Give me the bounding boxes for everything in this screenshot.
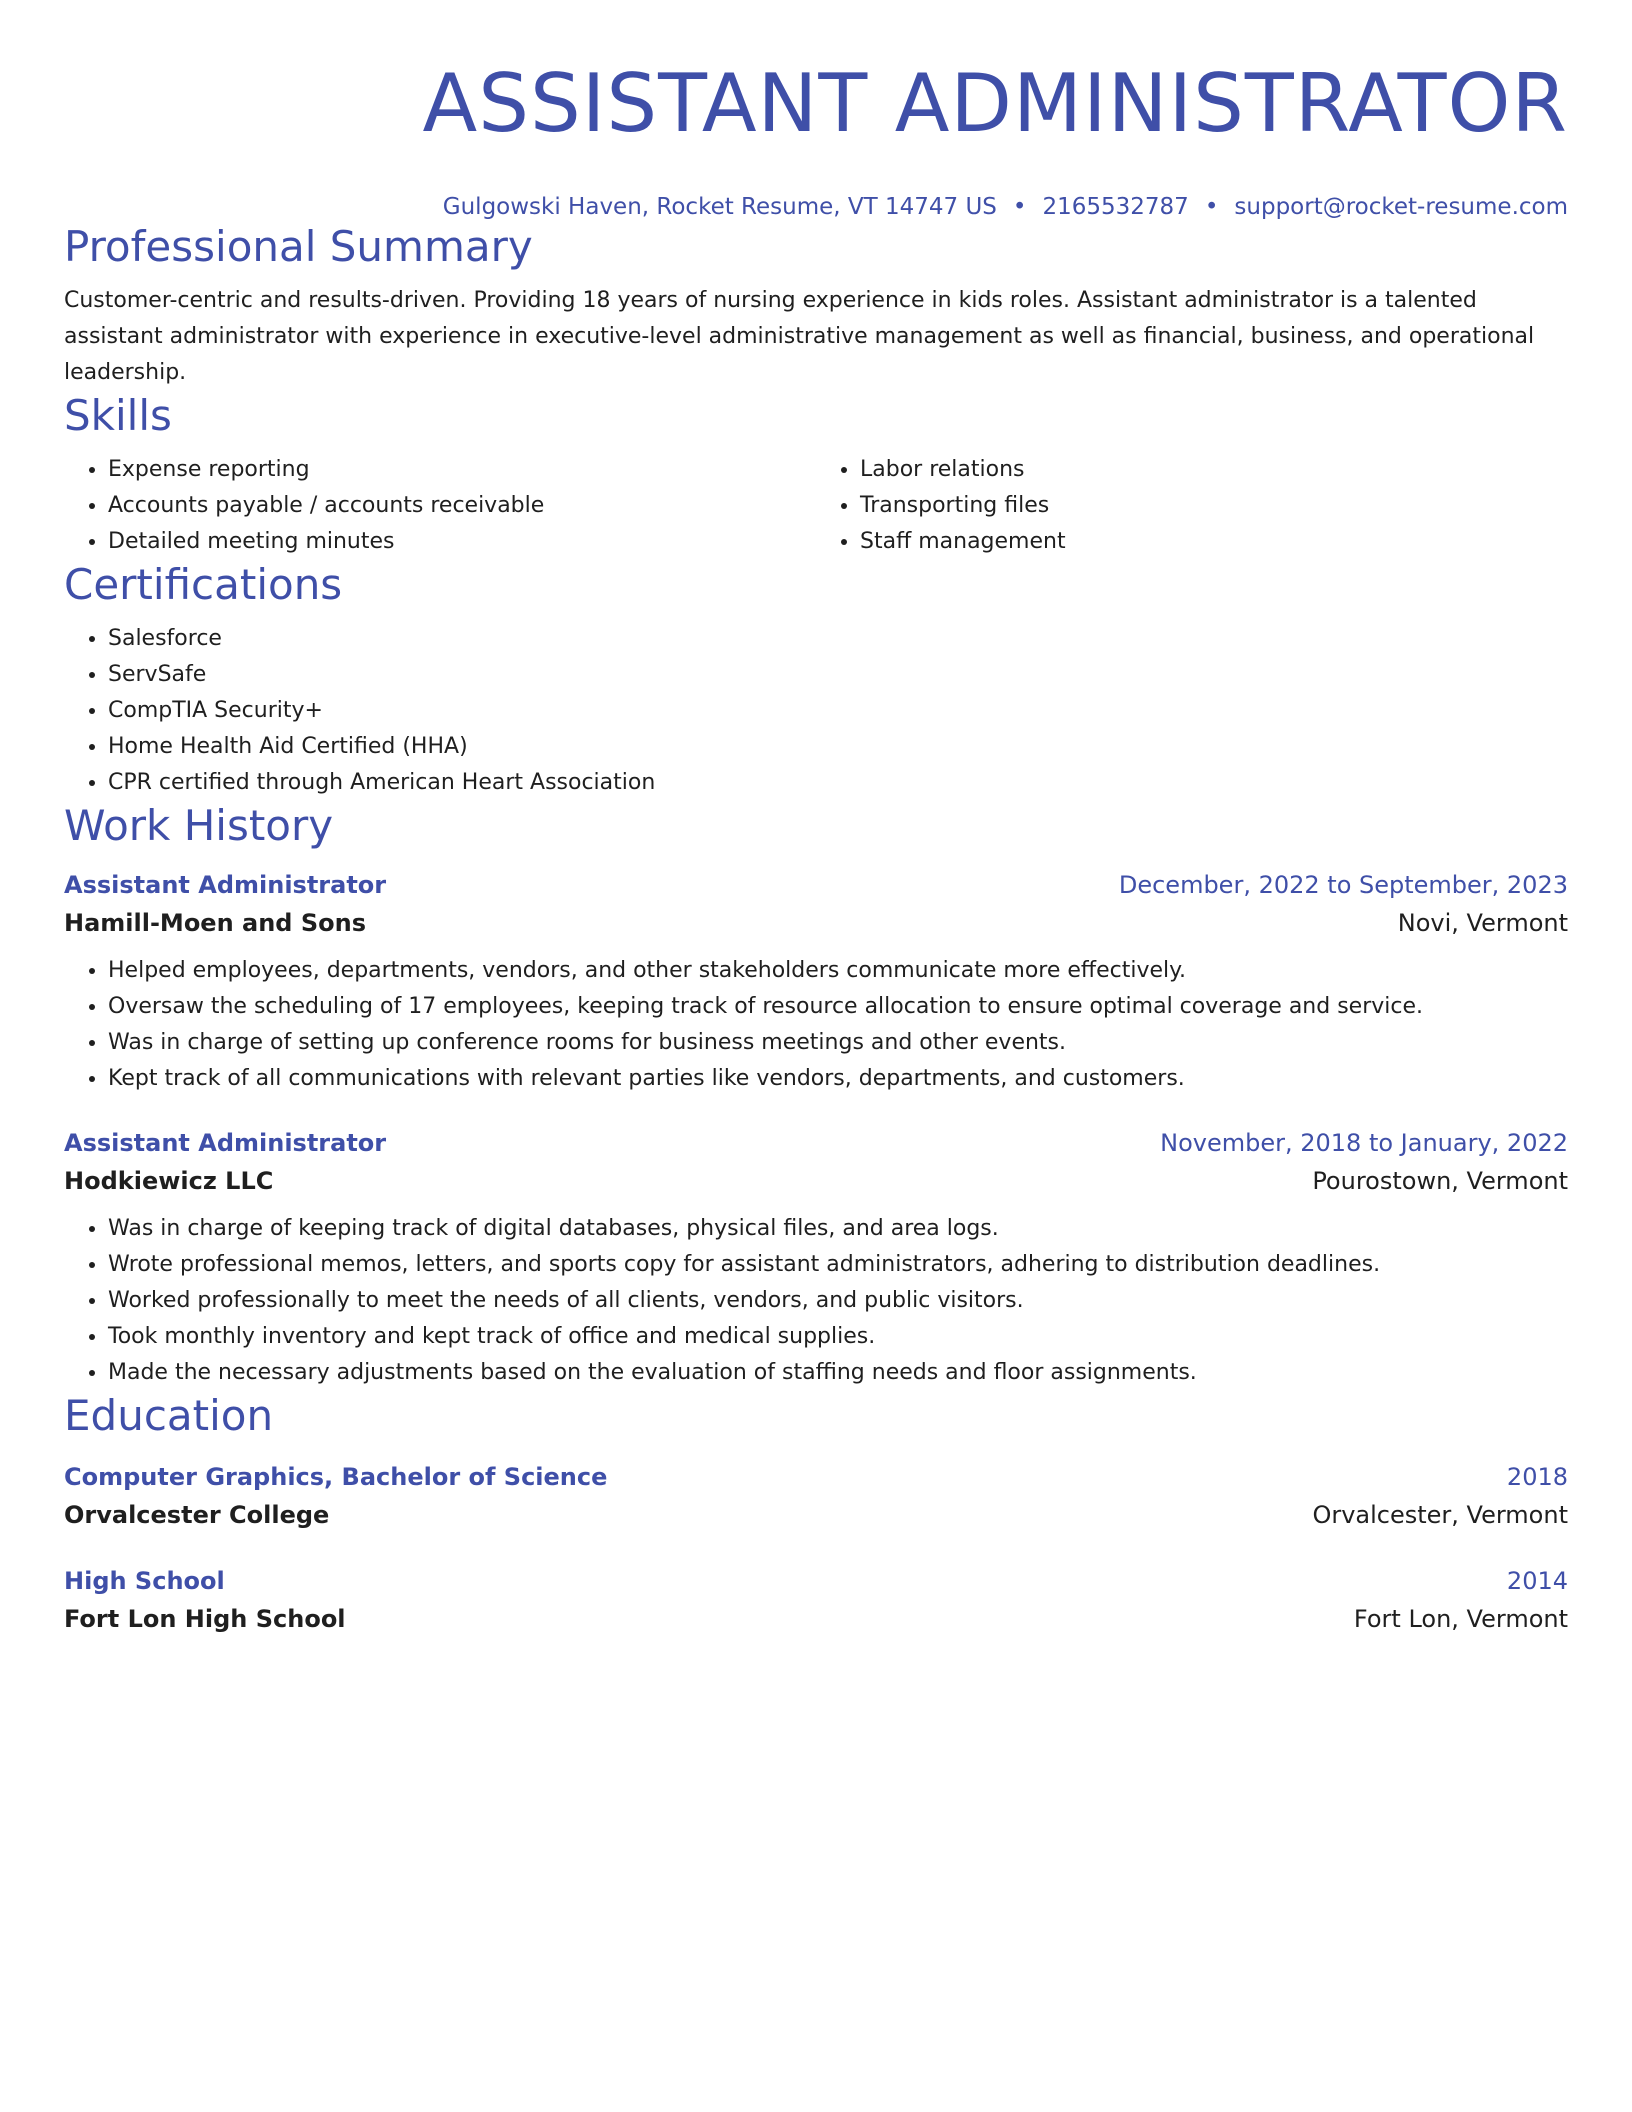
job-header xyxy=(64,869,1568,901)
education-subheader xyxy=(64,1603,1568,1635)
job-company: Hamill-Moen and Sons xyxy=(64,909,366,937)
contact-line xyxy=(64,192,1568,222)
education-school: Fort Lon High School xyxy=(64,1605,346,1633)
skills-grid xyxy=(64,452,1568,560)
summary-text: Customer-centric and results-driven. Providing 18 years of nursing experience in kids roles. Assistant administrator is a talented assistant administrator with experience in executive-level administrative management as well as financial, business, and operational leadership. xyxy=(64,288,1535,385)
job-entry xyxy=(64,869,1568,1097)
job-bullet: • Made the necessary adjustments based on the evaluation of staffing needs and floor assignments. xyxy=(108,1355,1568,1391)
education-year: 2014 xyxy=(1506,1567,1568,1595)
education-section xyxy=(64,1391,1568,1635)
skill-item: • Labor relations xyxy=(860,452,1568,488)
job-bullet: • Oversaw the scheduling of 17 employees, keeping track of resource allocation to ensure optimal coverage and service. xyxy=(108,989,1568,1025)
education-heading: Education xyxy=(64,1391,274,1440)
job-entry xyxy=(64,1127,1568,1391)
certification-item: • ServSafe xyxy=(108,657,1568,693)
job-title: Assistant Administrator xyxy=(64,1129,387,1157)
skills-section xyxy=(64,391,1568,560)
skill-item: • Transporting files xyxy=(860,488,1568,524)
contact-separator: • xyxy=(1012,194,1027,220)
education-entry xyxy=(64,1565,1568,1635)
job-bullets xyxy=(64,1211,1568,1391)
education-subheader xyxy=(64,1499,1568,1531)
skill-item: • Staff management xyxy=(860,524,1568,560)
certifications-heading: Certifications xyxy=(64,560,343,609)
education-header xyxy=(64,1461,1568,1493)
skill-item: • Detailed meeting minutes xyxy=(108,524,816,560)
certification-item: • Salesforce xyxy=(108,621,1568,657)
summary-section xyxy=(64,222,1568,391)
contact-email[interactable]: support@rocket-resume.com xyxy=(1234,194,1568,220)
job-bullet: • Was in charge of setting up conference rooms for business meetings and other events. xyxy=(108,1025,1568,1061)
certification-item: • Home Health Aid Certified (HHA) xyxy=(108,729,1568,765)
certification-item: • CPR certified through American Heart Association xyxy=(108,765,1568,801)
contact-phone: 2165532787 xyxy=(1042,194,1189,220)
job-location: Novi, Vermont xyxy=(1397,909,1568,937)
certifications-section xyxy=(64,560,1568,801)
candidate-title: ASSISTANT ADMINISTRATOR xyxy=(422,57,1568,150)
job-title: Assistant Administrator xyxy=(64,871,387,899)
education-degree: High School xyxy=(64,1567,225,1595)
education-degree: Computer Graphics, Bachelor of Science xyxy=(64,1463,608,1491)
certifications-list xyxy=(64,621,1568,801)
skill-item: • Accounts payable / accounts receivable xyxy=(108,488,816,524)
job-dates: December, 2022 to September, 2023 xyxy=(1118,871,1568,899)
work-history-section xyxy=(64,801,1568,1391)
job-bullet: • Wrote professional memos, letters, and sports copy for assistant administrators, adhering to distribution deadlines. xyxy=(108,1247,1568,1283)
job-subheader xyxy=(64,907,1568,939)
contact-address: Gulgowski Haven, Rocket Resume, VT 14747 US xyxy=(442,194,997,220)
education-header xyxy=(64,1565,1568,1597)
work-history-heading: Work History xyxy=(64,801,334,850)
summary-heading: Professional Summary xyxy=(64,222,533,271)
education-school: Orvalcester College xyxy=(64,1501,330,1529)
education-location: Fort Lon, Vermont xyxy=(1353,1605,1568,1633)
job-bullet: • Helped employees, departments, vendors, and other stakeholders communicate more effectively. xyxy=(108,953,1568,989)
job-company: Hodkiewicz LLC xyxy=(64,1167,274,1195)
job-bullet: • Worked professionally to meet the needs of all clients, vendors, and public visitors. xyxy=(108,1283,1568,1319)
skills-list-right xyxy=(816,452,1568,560)
education-year: 2018 xyxy=(1506,1463,1568,1491)
job-dates: November, 2018 to January, 2022 xyxy=(1160,1129,1568,1157)
job-bullet: • Kept track of all communications with relevant parties like vendors, departments, and customers. xyxy=(108,1061,1568,1097)
education-entry xyxy=(64,1461,1568,1531)
job-bullet: • Took monthly inventory and kept track of office and medical supplies. xyxy=(108,1319,1568,1355)
skill-item: • Expense reporting xyxy=(108,452,816,488)
contact-separator: • xyxy=(1204,194,1219,220)
job-subheader xyxy=(64,1165,1568,1197)
skills-heading: Skills xyxy=(64,391,172,440)
job-header xyxy=(64,1127,1568,1159)
skills-list-left xyxy=(64,452,816,560)
education-location: Orvalcester, Vermont xyxy=(1312,1501,1568,1529)
job-bullets xyxy=(64,953,1568,1097)
job-location: Pourostown, Vermont xyxy=(1312,1167,1568,1195)
job-bullet: • Was in charge of keeping track of digital databases, physical files, and area logs. xyxy=(108,1211,1568,1247)
certification-item: • CompTIA Security+ xyxy=(108,693,1568,729)
